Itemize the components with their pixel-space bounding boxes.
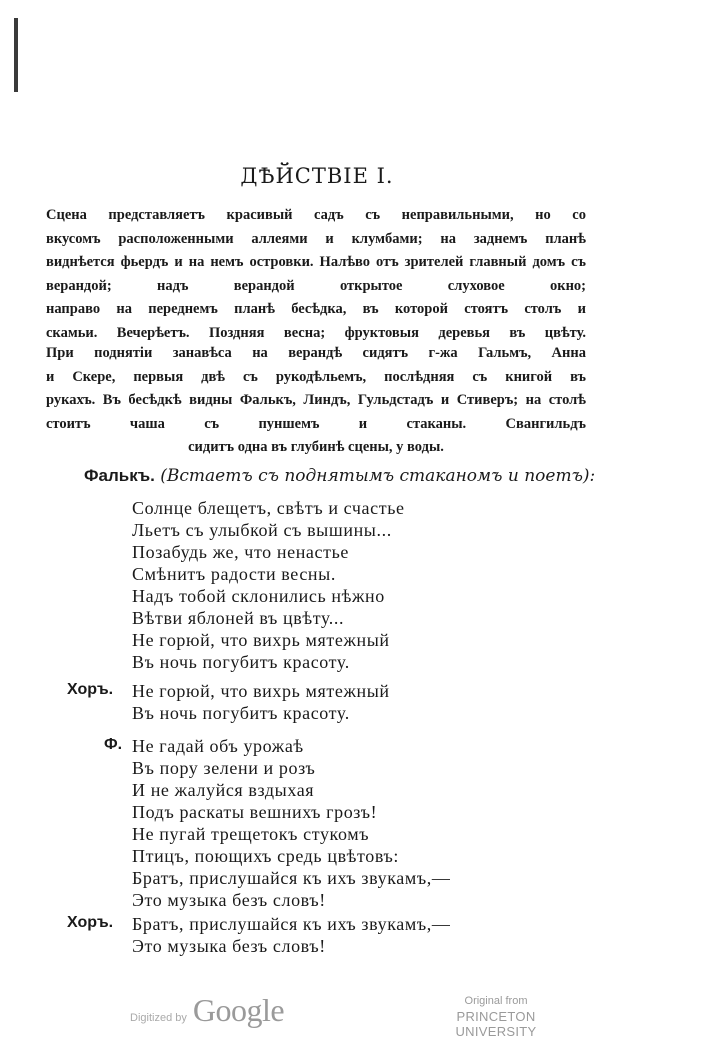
speaker-name: Фалькъ. bbox=[84, 466, 155, 485]
university-name: PRINCETON UNIVERSITY bbox=[455, 1009, 537, 1039]
verse-line: Льетъ съ улыбкой съ вышины... bbox=[132, 520, 392, 540]
stage-direction-setting bbox=[46, 204, 586, 345]
stage-line: направо на переднемъ планѣ бесѣдка, въ которой стоятъ столъ и bbox=[46, 301, 586, 317]
digitized-by-text: Digitized by bbox=[130, 1012, 187, 1024]
verse-line: Надъ тобой склонились нѣжно bbox=[132, 586, 385, 606]
scan-edge-mark bbox=[14, 18, 18, 92]
digitized-by-credit bbox=[130, 992, 284, 1029]
verse-line: Не гадай объ урожаѣ bbox=[132, 736, 304, 756]
verse-line: Не пугай трещетокъ стукомъ bbox=[132, 824, 370, 844]
verse-line: Это музыка безъ словъ! bbox=[132, 890, 326, 910]
falk-cue bbox=[84, 466, 595, 486]
stage-line: рукахъ. Въ бесѣдкѣ видны Фалькъ, Линдъ, Гульдстадъ и Стиверъ; на столѣ стоитъ чаша съ пуншемъ и стаканы. Свангильдъ bbox=[46, 392, 586, 432]
chorus-verse-1 bbox=[132, 680, 390, 724]
verse-line: Не горюй, что вихрь мятежный bbox=[132, 681, 390, 701]
verse-line: Вѣтви яблоней въ цвѣту... bbox=[132, 608, 345, 628]
stage-line: скамьи. Вечерѣетъ. Поздняя весна; фруктовыя деревья въ цвѣту. bbox=[46, 324, 586, 341]
verse-line: И не жалуйся вздыхая bbox=[132, 780, 315, 800]
verse-line: Это музыка безъ словъ! bbox=[132, 936, 326, 956]
act-title: ДѢЙСТВIЕ I. bbox=[240, 164, 394, 188]
chorus-label: Хоръ. bbox=[67, 681, 114, 698]
stage-line: виднѣется фьердъ и на немъ островки. Налѣво отъ зрителей главный домъ съ верандой; надъ верандой открытое слуховое окно; bbox=[46, 254, 586, 294]
original-from-text: Original from bbox=[464, 995, 528, 1007]
verse-line: Не горюй, что вихрь мятежный bbox=[132, 630, 390, 650]
verse-line: Солнце блещетъ, свѣтъ и счастье bbox=[132, 498, 405, 518]
chorus-verse-2 bbox=[132, 913, 450, 957]
stage-line: вкусомъ расположенными аллеями и клумбами; на заднемъ планѣ bbox=[46, 230, 586, 247]
verse-line: Смѣнитъ радости весны. bbox=[132, 564, 336, 584]
chorus-label: Хоръ. bbox=[67, 914, 114, 931]
google-logo: Google bbox=[192, 992, 285, 1028]
verse-line: Въ пору зелени и розъ bbox=[132, 758, 316, 778]
verse-line: Птицъ, поющихъ средь цвѣтовъ: bbox=[132, 846, 400, 866]
falk-verse-2 bbox=[132, 735, 450, 911]
verse-line: Братъ, прислушайся къ ихъ звукамъ,— bbox=[132, 914, 451, 934]
speaker-direction: (Встаетъ съ поднятымъ стаканомъ и поетъ): bbox=[160, 466, 596, 486]
verse-line: Въ ночь погубитъ красоту. bbox=[132, 652, 350, 672]
verse-line: Подъ раскаты вешнихъ грозъ! bbox=[132, 802, 378, 822]
falk-short-label: Ф. bbox=[104, 736, 123, 753]
stage-line: и Скере, первыя двѣ съ рукодѣльемъ, послѣдняя съ книгой въ bbox=[46, 368, 586, 385]
stage-line: Сцена представляетъ красивый садъ съ неправильными, но со bbox=[46, 207, 586, 223]
stage-line: сидитъ одна въ глубинѣ сцены, у воды. bbox=[188, 439, 444, 455]
original-source-credit bbox=[418, 995, 574, 1039]
verse-line: Братъ, прислушайся къ ихъ звукамъ,— bbox=[132, 868, 451, 888]
stage-direction-characters bbox=[46, 342, 586, 460]
verse-line: Въ ночь погубитъ красоту. bbox=[132, 703, 350, 723]
falk-verse-1 bbox=[132, 497, 405, 673]
stage-line: При поднятiи занавѣса на верандѣ сидятъ г-жа Гальмъ, Анна bbox=[46, 345, 586, 361]
verse-line: Позабудь же, что ненастье bbox=[132, 542, 349, 562]
